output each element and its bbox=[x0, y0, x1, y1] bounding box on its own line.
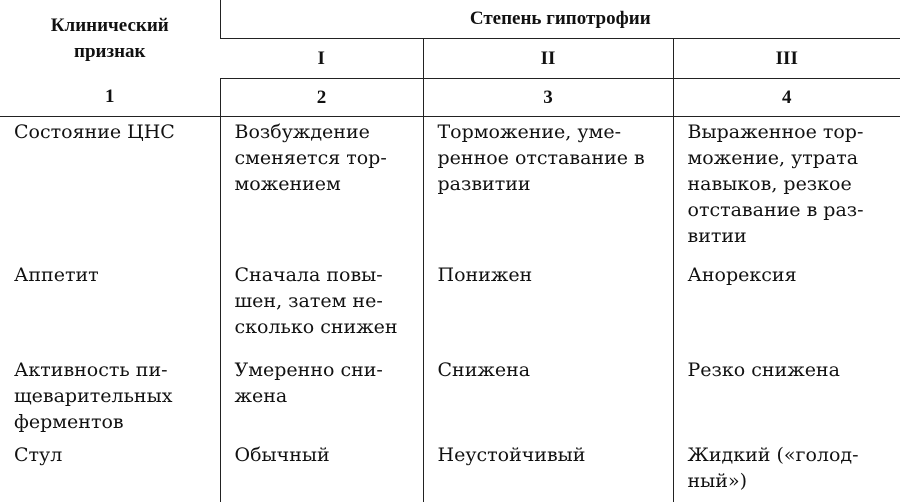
cell-degree-3: Выраженное тор- можение, утрата навыков, резкое отставание в раз- витии bbox=[673, 117, 900, 261]
header-degree-3: III bbox=[673, 39, 900, 79]
row-sign-appetite: Аппетит bbox=[14, 264, 99, 286]
header-degree-2: II bbox=[423, 39, 673, 79]
cell-degree-3: Жидкий («голод- ный») bbox=[673, 440, 900, 502]
header-row-column-numbers bbox=[0, 79, 900, 117]
header-hypotrophy-degree: Степень гипотрофии bbox=[220, 0, 900, 39]
header-degree-1: I bbox=[220, 39, 423, 79]
column-number-2: 2 bbox=[220, 79, 423, 117]
cell-degree-2: Понижен bbox=[423, 260, 673, 355]
table-row bbox=[0, 355, 900, 440]
header-clinical-sign: Клинический признак bbox=[50, 15, 169, 63]
table-row bbox=[0, 260, 900, 355]
row-sign-enzymes: Активность пи- щеварительных ферментов bbox=[14, 359, 173, 433]
column-number-4: 4 bbox=[673, 79, 900, 117]
cell-degree-1: Умеренно сни- жена bbox=[220, 355, 423, 440]
cell-degree-3: Резко снижена bbox=[673, 355, 900, 440]
row-sign-stool: Стул bbox=[14, 444, 63, 466]
table-row bbox=[0, 117, 900, 261]
column-number-3: 3 bbox=[423, 79, 673, 117]
cell-degree-3: Анорексия bbox=[673, 260, 900, 355]
header-row-groups bbox=[0, 0, 900, 39]
column-number-1: 1 bbox=[0, 79, 220, 117]
cell-degree-2: Торможение, уме- ренное отставание в развитии bbox=[423, 117, 673, 261]
cell-degree-2: Неустойчивый bbox=[423, 440, 673, 502]
cell-degree-1: Обычный bbox=[220, 440, 423, 502]
cell-degree-1: Сначала повы- шен, затем не- сколько снижен bbox=[220, 260, 423, 355]
row-sign-cns: Состояние ЦНС bbox=[14, 121, 175, 143]
cell-degree-1: Возбуждение сменяется тор- можением bbox=[220, 117, 423, 261]
table-row bbox=[0, 440, 900, 502]
cell-degree-2: Снижена bbox=[423, 355, 673, 440]
